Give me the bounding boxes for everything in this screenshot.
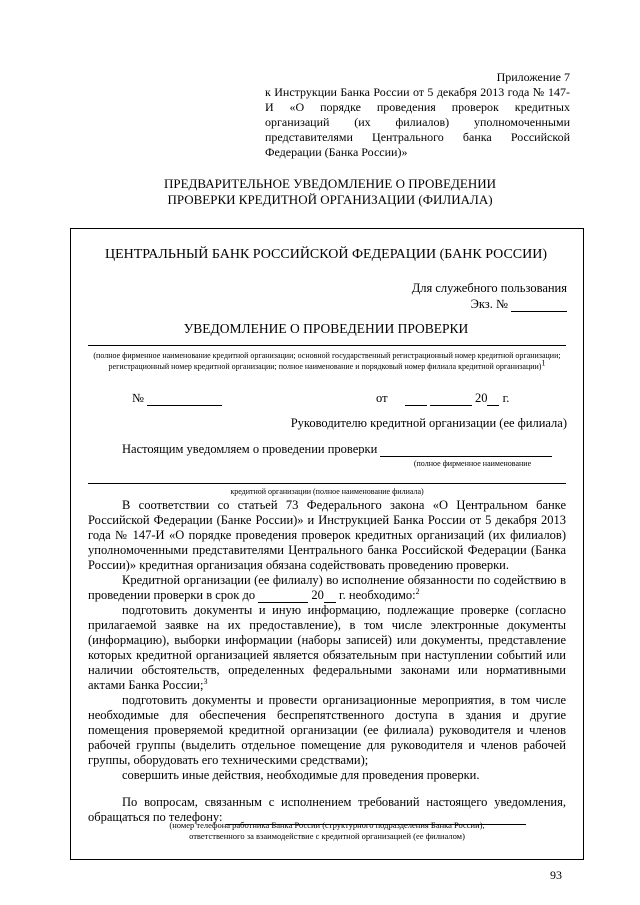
caption-phone-2: ответственного за взаимодействие с кредитной организацией (ее филиалом) (189, 831, 465, 841)
caption-org-text: (полное фирменное наименование кредитной организации; основной государственный регистрационный номер кредитной организации; регистрационный номер кредитной организации; полное наименование и порядковый номер филиала кредитной организации) (93, 351, 561, 371)
notify-line (122, 442, 552, 457)
deadline-year: 20 (311, 588, 324, 602)
copy-number (330, 296, 567, 312)
day-line (405, 405, 427, 406)
paragraph-2 (88, 573, 566, 603)
number-label: № (132, 391, 144, 405)
notify-text: Настоящим уведомляем о проведении проверки (122, 442, 378, 456)
year-line (487, 405, 499, 406)
page-number: 93 (550, 868, 562, 882)
document-title-line1: ПРЕДВАРИТЕЛЬНОЕ УВЕДОМЛЕНИЕ О ПРОВЕДЕНИИ (164, 176, 496, 191)
document-title-line2: ПРОВЕРКИ КРЕДИТНОЙ ОРГАНИЗАЦИИ (ФИЛИАЛА) (167, 192, 493, 207)
appendix-body: к Инструкции Банка России от 5 декабря 2013 года № 147-И «О порядке проведения проверок кредитных организаций (их филиалов) уполномоченными представителями Центрального банка Российской Федерации (Банка России)» (265, 85, 570, 159)
paragraph-6-text: По вопросам, связанным с исполнением требований настоящего уведомления, обращаться по телефону: (88, 795, 566, 824)
paragraph-3-text: подготовить документы и иную информацию, подлежащие проверке (согласно прилагаемой заявке на их предоставление), в том числе электронные документы (информацию), выборки информации (наборы записей) или документы, представление которых кредитной организацией является обязательным при наступлении событий или наличии обстоятельств, определенных федеральными законами или нормативными актами Банка России; (88, 603, 566, 692)
date-field (376, 391, 509, 406)
form-body (88, 498, 566, 825)
paragraph-2-text: Кредитной организации (ее филиалу) во исполнение обязанности по содействию в проведении проверки в срок до (88, 573, 566, 602)
paragraph-3 (88, 603, 566, 693)
paragraph-2-end: г. необходимо: (338, 588, 416, 602)
number-line (147, 405, 222, 406)
caption-org (88, 350, 566, 372)
notice-title: УВЕДОМЛЕНИЕ О ПРОВЕДЕНИИ ПРОВЕРКИ (183, 321, 469, 336)
caption-name-1: (полное фирменное наименование (413, 459, 532, 468)
footnote-ref-1: 1 (541, 358, 546, 368)
caption-phone (88, 820, 566, 842)
number-field (132, 391, 222, 406)
appendix-block (265, 70, 570, 160)
bank-name: ЦЕНТРАЛЬНЫЙ БАНК РОССИЙСКОЙ ФЕДЕРАЦИИ (БАНК РОССИИ) (104, 247, 547, 262)
org-name-line (88, 345, 566, 346)
caption-phone-1: (номер телефона работника Банка России (структурного подразделения Банка России), (169, 820, 485, 830)
caption-name-2: кредитной организации (полное наименование филиала) (230, 487, 424, 496)
footnote-ref-2: 2 (415, 586, 420, 596)
official-use-block (330, 280, 567, 312)
org-name-line-2 (88, 483, 566, 484)
footnote-ref-3: 3 (203, 676, 208, 686)
paragraph-4: подготовить документы и провести организационные мероприятия, в том числе необходимые для обеспечения беспрепятственного доступа в здания и другие помещения проверяемой кредитной организации (ее филиала) руководителя и членов рабочей группы (выделить отдельное помещение для руководителя и членов рабочей группы, оборудовать его техническими средствами); (88, 693, 566, 767)
org-fill-line (380, 456, 552, 457)
year-label: 20 (474, 391, 488, 405)
paragraph-5: совершить иные действия, необходимые для проведения проверки. (122, 768, 480, 782)
appendix-title: Приложение 7 (496, 70, 570, 84)
paragraph-1: В соответствии со статьей 73 Федерального закона «О Центральном банке Российской Федерации (Банке России)» и Инструкцией Банка России от 5 декабря 2013 года № 147-И «О порядке проведения проверок кредитных организаций (их филиалов) уполномоченными представителями Центрального банка Российской Федерации (Банка России)» кредитная организация обязана содействовать проведению проверки. (88, 498, 566, 572)
copy-number-label: Экз. № (470, 297, 508, 311)
from-label: от (376, 391, 388, 405)
month-line (430, 405, 472, 406)
year-suffix: г. (502, 391, 510, 405)
addressee: Руководителю кредитной организации (ее филиала) (290, 416, 567, 430)
document-title (130, 176, 530, 208)
official-use-label: Для служебного пользования (411, 281, 567, 295)
copy-number-line (511, 311, 567, 312)
